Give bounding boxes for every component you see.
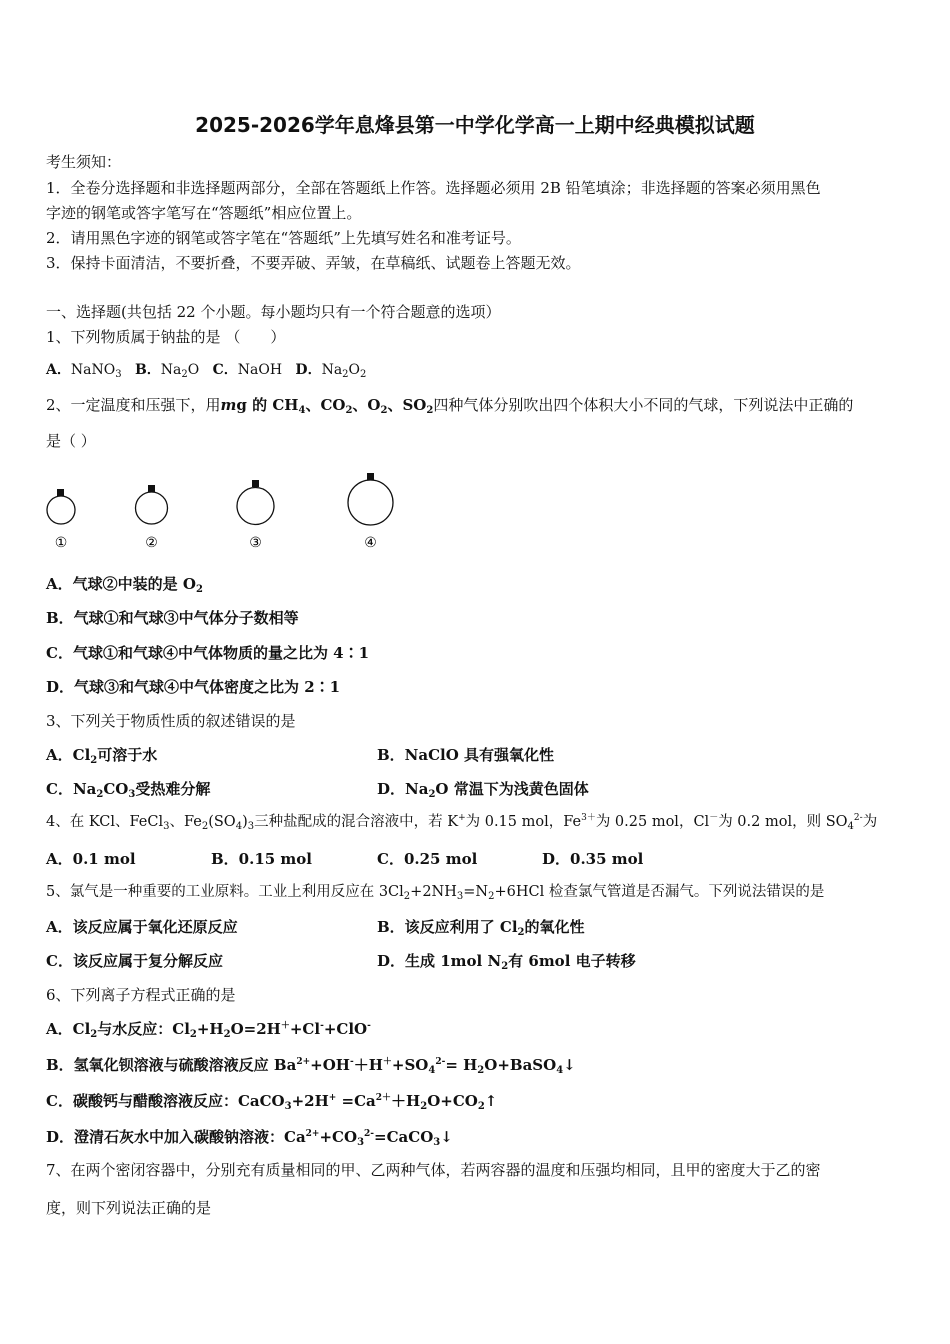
balloons-figure [40,468,420,558]
q6-d-sup2: 2- [364,1129,375,1139]
q3-d-1: D．Na [377,780,429,798]
q6-b-sup2: - [349,1057,354,1067]
q4-s5: 三种盐配成的混合溶液中，若 K [254,814,459,830]
q6-a-3: +H [196,1020,224,1038]
q4-sup-minus: － [709,813,719,823]
q6-b-2: +OH [310,1056,350,1074]
q2-a-sub: 2 [195,584,203,595]
q4-option-c: C．0.25 mol [377,850,478,868]
q2-text-b: g 的 CH [236,396,299,414]
q5-option-d [377,952,636,970]
q5-d-1: D．生成 1mol N [377,952,502,970]
q6-a-sup2: - [320,1021,324,1031]
q4-stem [46,814,877,831]
q3-c-1: C．Na [46,780,97,798]
q5-b-2: 的氧化性 [524,918,585,936]
q1-option-b: Na [160,362,182,378]
q3-d-sub: 2 [428,789,436,800]
q3-option-c [46,780,210,798]
q2-option-a [46,575,203,593]
q2-stem-line-1 [46,396,853,414]
q3-c-2: CO [103,780,129,798]
q6-a-4: O=2H [230,1020,281,1038]
q6-option-b [46,1056,576,1074]
q5-option-b [377,918,585,936]
q1-b-label: B． [134,362,161,378]
q6-c-sub3: 2 [477,1101,485,1112]
q2-o2: 、O [352,396,381,414]
q1-a-label: A． [46,362,71,378]
q4-s1: 4、在 KCl、FeCl [46,814,164,830]
q6-b-sub1: 4 [428,1065,436,1076]
notice-line-1: 1．全卷分选择题和非选择题两部分，全部在答题纸上作答。选择题必须用 2B 铅笔填涂；非选择题的答案必须用黑色 [46,179,821,197]
q6-a-6: +ClO [323,1020,368,1038]
q4-sub-4b: 4 [847,821,854,832]
q1-d-label: D． [295,362,322,378]
q2-mass-var: m [220,396,237,414]
q1-d-sub1: 2 [342,369,349,380]
q6-option-d [46,1128,453,1146]
q4-sup-plus: + [458,813,466,823]
q5-option-a: A．该反应属于氧化还原反应 [46,918,238,936]
q2-so: 、SO [387,396,427,414]
q6-d-sub1: 3 [357,1137,365,1148]
q6-b-sup4: 2- [435,1057,446,1067]
balloon-label-3: ③ [249,535,262,551]
q5-option-c: C．该反应属于复分解反应 [46,952,223,970]
notice-line-2: 字迹的钢笔或答字笔写在“答题纸”相应位置上。 [46,204,362,222]
balloon-label-2: ② [145,535,158,551]
q2-sub-2b: 2 [380,405,388,416]
q6-c-5: O+CO [427,1092,478,1110]
q2-sub-2a: 2 [345,405,353,416]
q4-s3: (SO [208,814,236,830]
q5-d-2: 有 6mol 电子转移 [508,952,636,970]
q2-sub-4: 4 [298,405,306,416]
q2-a-text: A．气球②中装的是 O [46,575,196,593]
q6-d-sub2: 3 [433,1137,441,1148]
q1-option-d: Na [321,362,343,378]
q6-a-sub2: 2 [189,1029,197,1040]
q3-c-sub: 2 [96,789,104,800]
notice-line-4: 3．保持卡面清洁，不要折叠，不要弄破、弄皱，在草稿纸、试题卷上答题无效。 [46,254,581,272]
q4-s9: 为 [862,814,878,830]
q4-s6: 为 0.15 mol，Fe [465,814,582,830]
q5-s1: 5、氯气是一种重要的工业原料。工业上利用反应在 3Cl [46,884,404,900]
q3-stem: 3、下列关于物质性质的叙述错误的是 [46,712,296,730]
q2-option-d: D．气球③和气球④中气体密度之比为 2∶1 [46,678,341,696]
q2-option-c: C．气球①和气球④中气体物质的量之比为 4∶1 [46,644,370,662]
q1-d-sub2: 2 [360,369,367,380]
q2-stem-line-2: 是（ ） [46,432,96,450]
q4-s4: ) [242,814,248,830]
q2-co: 、CO [305,396,346,414]
balloon-1 [47,489,75,524]
q6-b-sup3: ＋ [382,1057,392,1067]
balloon-4 [348,473,393,525]
q2-text-a: 2、一定温度和压强下，用 [46,396,221,414]
q6-c-sup1: + [328,1093,337,1103]
q3-c-sub3: 3 [128,789,136,800]
q4-sub-3a: 3 [163,821,170,832]
q2-text-c: 四种气体分别吹出四个体积大小不同的气球，下列说法中正确的 [433,396,854,414]
page-title: 2025-2026学年息烽县第一中学化学高一上期中经典模拟试题 [195,113,755,137]
q6-b-3: ＋H [353,1056,383,1074]
q6-c-sub2: 2 [420,1101,428,1112]
q4-s7: 为 0.25 mol，Cl [595,814,710,830]
q6-d-2: +CO [319,1128,358,1146]
q6-d-1: D．澄清石灰水中加入碳酸钠溶液：Ca [46,1128,306,1146]
q7-stem-line-2: 度，则下列说法正确的是 [46,1199,212,1217]
q6-d-3: =CaCO [374,1128,434,1146]
q5-s4: +6HCl 检查氯气管道是否漏气。下列说法错误的是 [494,884,825,900]
balloon-label-4: ④ [364,535,377,551]
q6-b-1: B．氢氧化钡溶液与硫酸溶液反应 Ba [46,1056,297,1074]
q6-a-sub1: 2 [90,1029,98,1040]
q4-sup-3plus: 3＋ [581,813,596,823]
q4-sup-2minus: 2- [853,813,863,823]
q5-s3: =N [463,884,489,900]
q3-option-a [46,746,157,764]
q1-d-o: O [348,362,361,378]
q6-c-2: +2H [291,1092,329,1110]
notice-heading: 考生须知： [46,153,122,171]
q5-s2: +2NH [410,884,457,900]
q3-a-2: 可溶于水 [97,746,158,764]
q6-a-1: A．Cl [46,1020,91,1038]
q6-b-5: = H [445,1056,478,1074]
q6-c-3: =Ca [336,1092,376,1110]
balloon-label-1: ① [54,535,68,551]
q3-a-sub: 2 [90,755,98,766]
q5-d-sub: 2 [501,961,509,972]
q1-stem: 1、下列物质属于钠盐的是 （ ） [46,328,286,346]
q4-s8: 为 0.2 mol，则 SO [718,814,848,830]
notice-line-3: 2．请用黑色字迹的钢笔或答字笔在“答题纸”上先填写姓名和准考证号。 [46,229,521,247]
q1-option-a: NaNO [70,362,116,378]
q6-a-2: 与水反应：Cl [97,1020,190,1038]
q6-stem: 6、下列离子方程式正确的是 [46,986,236,1004]
balloon-3 [237,480,274,525]
q1-a-sub: 3 [115,369,122,380]
q3-a-1: A．Cl [46,746,91,764]
q3-option-d [377,780,589,798]
q6-d-4: ↓ [440,1128,453,1146]
q1-c-label: C． [212,362,238,378]
q6-c-6: ↑ [484,1092,498,1110]
q4-option-a: A．0.1 mol [46,850,136,868]
q6-a-sup1: ＋ [280,1021,290,1031]
q6-b-sup1: 2+ [296,1057,311,1067]
q4-sub-2a: 2 [201,821,209,832]
q5-b-1: B．该反应利用了 Cl [377,918,518,936]
q1-b-o: O [187,362,200,378]
q4-sub-3b: 3 [247,821,255,832]
q6-c-4: ＋H [391,1092,421,1110]
q1-options [46,362,366,379]
q6-b-sub3: 4 [556,1065,564,1076]
q6-a-5: +Cl [289,1020,321,1038]
q6-b-sub2: 2 [477,1065,485,1076]
q5-sub-3: 3 [456,891,464,902]
q5-sub-2a: 2 [403,891,411,902]
q1-option-c: NaOH [237,362,283,378]
q5-b-sub: 2 [517,927,525,938]
q6-a-sup3: - [367,1021,371,1031]
q3-d-2: O 常温下为浅黄色固体 [435,780,589,798]
q5-stem [46,884,824,901]
q6-option-c [46,1092,497,1110]
q6-option-a [46,1020,371,1038]
q7-stem-line-1: 7、在两个密闭容器中，分别充有质量相同的甲、乙两种气体，若两容器的温度和压强均相同，且甲的密度大于乙的密 [46,1161,821,1179]
q3-option-b: B．NaClO 具有强氧化性 [377,746,555,764]
q6-c-sup2: 2＋ [375,1093,392,1103]
q6-a-sub3: 2 [223,1029,231,1040]
q1-b-sub: 2 [181,369,188,380]
q4-s2: 、Fe [169,814,202,830]
q6-c-1: C．碳酸钙与醋酸溶液反应：CaCO [46,1092,285,1110]
q3-c-3: 受热难分解 [135,780,211,798]
balloon-2 [136,485,168,524]
q6-c-sub1: 3 [284,1101,292,1112]
q6-b-4: +SO [391,1056,429,1074]
q4-option-d: D．0.35 mol [542,850,644,868]
q4-option-b: B．0.15 mol [211,850,313,868]
section-heading: 一、选择题(共包括 22 个小题。每小题均只有一个符合题意的选项） [46,303,501,321]
q6-b-7: ↓ [563,1056,576,1074]
q6-d-sup1: 2+ [305,1129,320,1139]
q4-sub-4a: 4 [235,821,243,832]
q2-option-b: B．气球①和气球③中气体分子数相等 [46,609,299,627]
q6-b-6: O+BaSO [484,1056,557,1074]
q2-sub-2c: 2 [426,405,434,416]
q5-sub-2b: 2 [488,891,495,902]
